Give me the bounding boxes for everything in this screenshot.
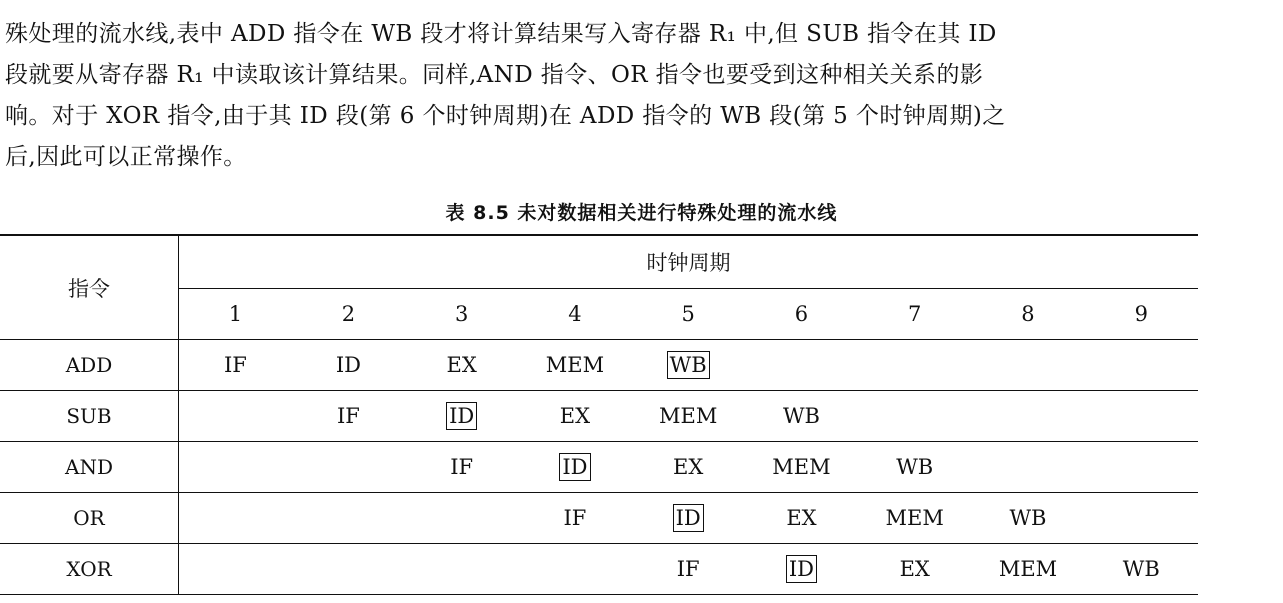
stage-cell: ID — [292, 340, 405, 391]
cycle-number-cell: 5 — [632, 289, 745, 340]
instruction-name-cell: ADD — [0, 340, 179, 391]
cycle-number-cell: 9 — [1085, 289, 1198, 340]
stage-cell — [745, 340, 858, 391]
stage-cell: EX — [745, 493, 858, 544]
stage-cell — [292, 493, 405, 544]
stage-cell: MEM — [518, 340, 631, 391]
stage-cell: EX — [632, 442, 745, 493]
stage-cell: IF — [632, 544, 745, 595]
stage-cell — [632, 493, 745, 544]
clock-cycle-header: 时钟周期 — [179, 235, 1199, 289]
stage-cell — [518, 442, 631, 493]
stage-cell: IF — [405, 442, 518, 493]
table-row — [0, 544, 1198, 595]
cycle-number-cell: 3 — [405, 289, 518, 340]
stage-cell — [858, 391, 971, 442]
stage-cell: WB — [1085, 544, 1198, 595]
stage-cell — [405, 391, 518, 442]
stage-cell: MEM — [632, 391, 745, 442]
cycle-number-cell: 7 — [858, 289, 971, 340]
stage-cell — [971, 391, 1084, 442]
instruction-name-cell: XOR — [0, 544, 179, 595]
table-row — [0, 340, 1198, 391]
table-row — [0, 442, 1198, 493]
stage-cell — [518, 544, 631, 595]
table-caption: 表 8.5 未对数据相关进行特殊处理的流水线 — [445, 202, 838, 224]
stage-cell — [1085, 493, 1198, 544]
cycle-number-cell: 1 — [179, 289, 292, 340]
stage-cell — [745, 544, 858, 595]
stage-cell: EX — [405, 340, 518, 391]
stage-cell — [632, 340, 745, 391]
stage-cell: WB — [971, 493, 1084, 544]
paragraph-line: 响。对于 XOR 指令,由于其 ID 段(第 6 个时钟周期)在 ADD 指令的 WB 段(第 5 个时钟周期)之 — [5, 103, 1006, 129]
highlighted-stage-box: ID — [446, 402, 477, 430]
highlighted-stage-box: ID — [786, 555, 817, 583]
stage-cell — [179, 544, 292, 595]
stage-cell: IF — [292, 391, 405, 442]
stage-cell: MEM — [858, 493, 971, 544]
stage-cell: WB — [745, 391, 858, 442]
stage-cell: EX — [518, 391, 631, 442]
pipeline-table — [0, 234, 1198, 595]
instruction-name-cell: AND — [0, 442, 179, 493]
highlighted-stage-box: WB — [667, 351, 710, 379]
stage-cell — [292, 442, 405, 493]
stage-cell — [858, 340, 971, 391]
cycle-number-row — [0, 289, 1198, 340]
stage-cell — [292, 544, 405, 595]
stage-cell: MEM — [971, 544, 1084, 595]
highlighted-stage-box: ID — [673, 504, 704, 532]
stage-cell — [1085, 391, 1198, 442]
stage-cell — [405, 544, 518, 595]
paragraph-line: 段就要从寄存器 R₁ 中读取该计算结果。同样,AND 指令、OR 指令也要受到这种相关关系的影 — [5, 62, 984, 88]
stage-cell — [179, 391, 292, 442]
highlighted-stage-box: ID — [559, 453, 590, 481]
instruction-header: 指令 — [0, 235, 179, 340]
cycle-number-cell: 4 — [518, 289, 631, 340]
paragraph-line: 殊处理的流水线,表中 ADD 指令在 WB 段才将计算结果写入寄存器 R₁ 中,但 SUB 指令在其 ID — [5, 21, 997, 47]
instruction-name-cell: OR — [0, 493, 179, 544]
table-row — [0, 391, 1198, 442]
stage-cell — [1085, 442, 1198, 493]
stage-cell — [405, 493, 518, 544]
cycle-number-cell: 8 — [971, 289, 1084, 340]
stage-cell — [971, 442, 1084, 493]
stage-cell: MEM — [745, 442, 858, 493]
stage-cell: IF — [179, 340, 292, 391]
stage-cell — [971, 340, 1084, 391]
cycle-number-cell: 6 — [745, 289, 858, 340]
stage-cell — [1085, 340, 1198, 391]
stage-cell — [179, 493, 292, 544]
stage-cell — [179, 442, 292, 493]
paragraph-line: 后,因此可以正常操作。 — [5, 144, 247, 170]
body-paragraph — [5, 14, 1280, 178]
stage-cell: EX — [858, 544, 971, 595]
table-body — [0, 340, 1198, 595]
stage-cell: WB — [858, 442, 971, 493]
instruction-name-cell: SUB — [0, 391, 179, 442]
cycle-number-cell: 2 — [292, 289, 405, 340]
table-row — [0, 493, 1198, 544]
stage-cell: IF — [518, 493, 631, 544]
